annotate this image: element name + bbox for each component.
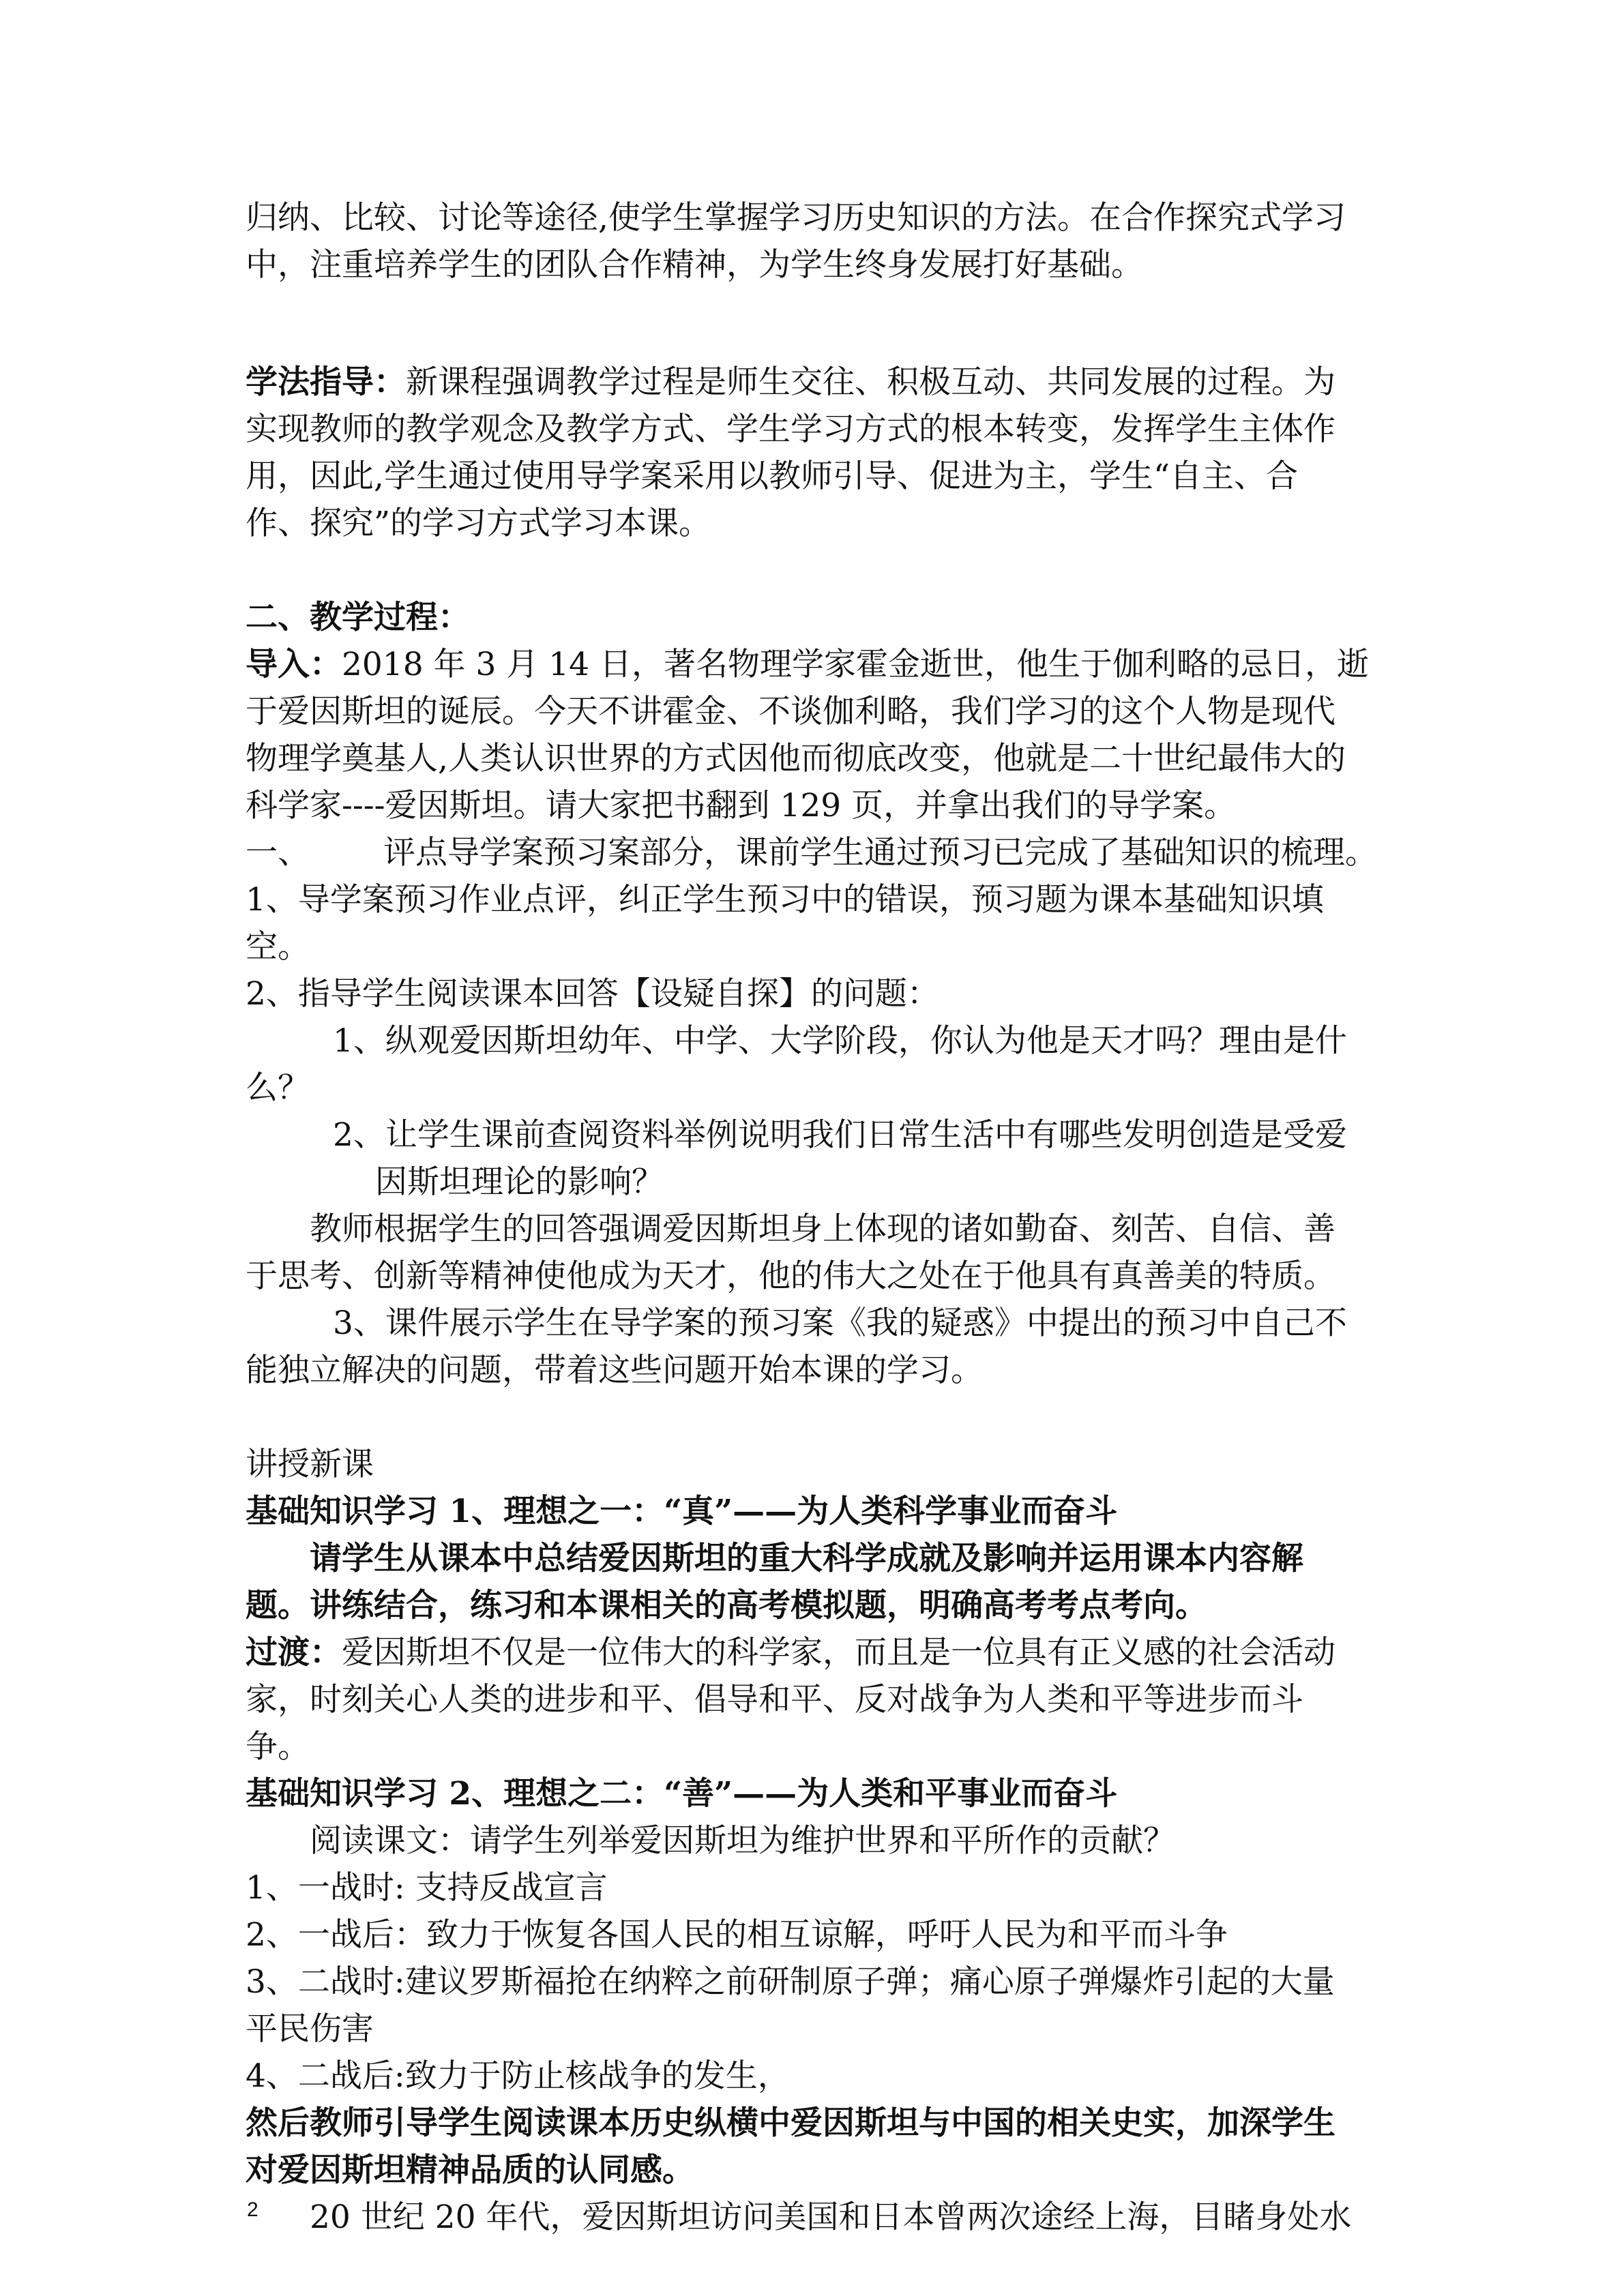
paragraph-line: 科学家----爱因斯坦。请大家把书翻到 129 页，并拿出我们的导学案。 — [246, 787, 1237, 824]
paragraph-line: 于爱因斯坦的诞辰。今天不讲霍金、不谈伽利略，我们学习的这个人物是现代 — [246, 693, 1335, 730]
bold-instruction: 对爱因斯坦精神品质的认同感。 — [246, 2151, 694, 2189]
list-item-continued: 空。 — [246, 928, 310, 966]
intro-label: 导入： — [246, 646, 342, 683]
basic-knowledge-heading: 基础知识学习 2、理想之二：“善”——为人类和平事业而奋斗 — [246, 1775, 1118, 1813]
question-item: 2、让学生课前查阅资料举例说明我们日常生活中有哪些发明创造是受爱 — [333, 1116, 1347, 1154]
question-item-continued: 么？ — [246, 1069, 310, 1107]
method-guidance-line — [246, 359, 1385, 406]
list-item-continued: 平民伤害 — [246, 2010, 374, 2048]
paragraph-line: 家，时刻关心人类的进步和平、倡导和平、反对战争为人类和平等进步而斗 — [246, 1681, 1303, 1718]
paragraph-line: 于思考、创新等精神使他成为天才，他的伟大之处在于他具有真善美的特质。 — [246, 1257, 1335, 1295]
page-number: 2 — [247, 2198, 259, 2221]
document-body — [246, 194, 1385, 2241]
bold-instruction: 然后教师引导学生阅读课本历史纵横中爱因斯坦与中国的相关史实，加深学生 — [246, 2104, 1335, 2142]
intro-line — [246, 641, 1385, 688]
list-item: 3、二战时:建议罗斯福抢在纳粹之前研制原子弹；痛心原子弹爆炸引起的大量 — [246, 1963, 1335, 2001]
review-number: 一、 — [246, 834, 310, 871]
paragraph-line: 物理学奠基人,人类认识世界的方式因他而彻底改变，他就是二十世纪最伟大的 — [246, 740, 1346, 777]
transition-label: 过渡： — [246, 1634, 342, 1671]
transition-text: 爱因斯坦不仅是一位伟大的科学家，而且是一位具有正义感的社会活动 — [342, 1634, 1335, 1671]
method-guidance-label: 学法指导： — [246, 363, 406, 401]
list-item-continued: 能独立解决的问题，带着这些问题开始本课的学习。 — [246, 1352, 983, 1389]
transition-line — [246, 1629, 1385, 1676]
paragraph-line: 教师根据学生的回答强调爱因斯坦身上体现的诸如勤奋、刻苦、自信、善 — [310, 1210, 1335, 1248]
list-item: 1、导学案预习作业点评，纠正学生预习中的错误，预习题为课本基础知识填 — [246, 881, 1324, 919]
bold-instruction: 题。讲练结合，练习和本课相关的高考模拟题，明确高考考点考向。 — [246, 1587, 1207, 1624]
paragraph-line: 用，因此,学生通过使用导学案采用以教师引导、促进为主，学生“自主、合 — [246, 458, 1298, 495]
list-item: 3、课件展示学生在导学案的预习案《我的疑惑》中提出的预习中自己不 — [333, 1304, 1347, 1342]
review-line — [246, 829, 1385, 876]
basic-knowledge-heading: 基础知识学习 1、理想之一：“真”——为人类科学事业而奋斗 — [246, 1493, 1118, 1530]
question-item-continued: 因斯坦理论的影响？ — [375, 1163, 664, 1201]
paragraph-line: 20 世纪 20 年代，爱因斯坦访问美国和日本曾两次途经上海，目睹身处水 — [310, 2198, 1352, 2236]
paragraph-line: 中，注重培养学生的团队合作精神，为学生终身发展打好基础。 — [246, 246, 1143, 284]
method-guidance-text: 新课程强调教学过程是师生交往、积极互动、共同发展的过程。为 — [406, 363, 1335, 401]
section-heading: 二、教学过程： — [246, 599, 470, 636]
list-item: 2、指导学生阅读课本回答【设疑自探】的问题： — [246, 975, 939, 1013]
review-text: 评点导学案预习案部分，课前学生通过预习已完成了基础知识的梳理。 — [383, 834, 1377, 871]
bold-instruction: 请学生从课本中总结爱因斯坦的重大科学成就及影响并运用课本内容解 — [310, 1540, 1303, 1577]
list-item: 1、一战时: 支持反战宣言 — [246, 1869, 608, 1907]
subheading: 讲授新课 — [246, 1446, 374, 1483]
paragraph-line: 阅读课文：请学生列举爱因斯坦为维护世界和平所作的贡献？ — [310, 1822, 1175, 1860]
paragraph-line: 实现教师的教学观念及教学方式、学生学习方式的根本转变，发挥学生主体作 — [246, 411, 1335, 448]
paragraph-line: 作、探究”的学习方式学习本课。 — [246, 505, 711, 542]
paragraph-line: 归纳、比较、讨论等途径,使学生掌握学习历史知识的方法。在合作探究式学习 — [246, 199, 1346, 237]
list-item: 2、一战后：致力于恢复各国人民的相互谅解，呼吁人民为和平而斗争 — [246, 1916, 1228, 1954]
intro-text: 2018 年 3 月 14 日，著名物理学家霍金逝世，他生于伽利略的忌日，逝 — [342, 646, 1370, 683]
question-item: 1、纵观爱因斯坦幼年、中学、大学阶段，你认为他是天才吗？理由是什 — [333, 1022, 1347, 1060]
list-item: 4、二战后:致力于防止核战争的发生， — [246, 2057, 790, 2095]
paragraph-line: 争。 — [246, 1728, 310, 1765]
